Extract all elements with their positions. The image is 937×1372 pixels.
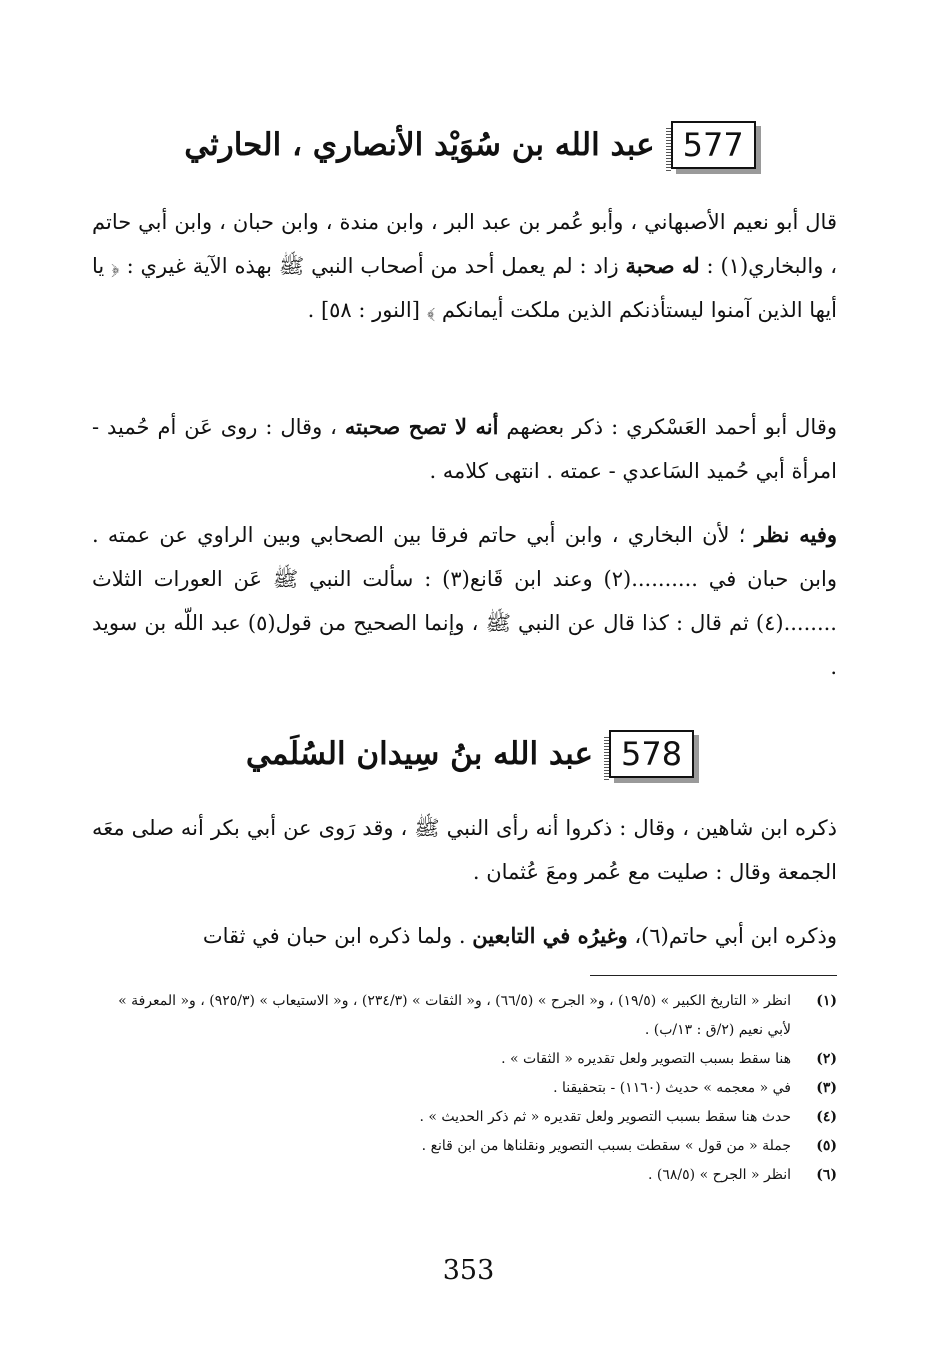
footnote: [92, 1161, 837, 1190]
footnote-text: انظر « الجرح » (٦٨/٥) .: [648, 1167, 791, 1183]
entry-title: عبد الله بنُ سِيدان السُلَمي: [245, 736, 594, 772]
footnote: [92, 1045, 837, 1074]
footnote-text: هنا سقط بسبب التصوير ولعل تقديره « الثقات » .: [501, 1051, 791, 1067]
footnote: [92, 1074, 837, 1103]
emphasis-text: له صحبة: [625, 253, 700, 278]
footnote-text: في « معجمه » حديث (١١٦٠) - بتحقيقنا .: [553, 1080, 791, 1096]
emphasis-text: أنه لا تصح صحبته: [344, 414, 499, 439]
entry-title: عبد الله بن سُوَيْد الأنصاري ، الحارثي: [184, 127, 655, 163]
footnote-number: (٤): [816, 1109, 837, 1125]
emphasis-text: وغيرُه في التابعين: [472, 923, 628, 948]
footnotes: [92, 987, 837, 1190]
footnote-number: (٣): [816, 1080, 837, 1096]
paragraph: وفيه نظر ؛ لأن البخاري ، وابن أبي حاتم فرقا بين الصحابي وبين الراوي عن عمته . وابن حبان في ..........(٢) وعند ابن قَانع(٣) : سألت النبي ﷺ عَن العورات الثلاث ........(٤) ثم قال : كذا قال عن النبي ﷺ ، وإنما الصحيح من قول(٥) عبد اللّه بن سويد .: [92, 522, 837, 679]
paragraph: ذكره ابن شاهين ، وقال : ذكروا أنه رأى النبي ﷺ ، وقد رَوى عن أبي بكر أنه صلى معَه الجمعة وقال : صليت مع عُمر ومعَ عُثمان .: [92, 816, 837, 884]
footnote: [92, 987, 837, 1045]
paragraph: قال أبو نعيم الأصبهاني ، وأبو عُمر بن عبد البر ، وابن مندة ، وابن حبان ، وابن أبي حاتم ، والبخاري(١) : له صحبة زاد : لم يعمل أحد من أصحاب النبي ﷺ بهذه الآية غيري : ﴿ يا أيها الذين آمنوا ليستأذنكم الذين ملكت أيمانكم ﴾ [النور : ٥٨] .: [92, 210, 838, 322]
entry-number-box: 577: [671, 121, 756, 169]
page-number: 353: [442, 1255, 495, 1286]
footnote: [92, 1103, 837, 1132]
entry-number-box: 578: [609, 730, 694, 778]
entry-heading-577: [80, 121, 860, 169]
paragraph: وذكره ابن أبي حاتم(٦)، وغيرُه في التابعين . ولما ذكره ابن حبان في ثقات: [202, 923, 837, 948]
footnote-text: انظر « التاريخ الكبير » (١٩/٥) ، و« الجرح » (٦٦/٥) ، و« الثقات » (٢٣٤/٣) ، و« الاستيعاب » (٩٢٥/٣) ، و« المعرفة » لأبي نعيم (٢/ق : ١٣/ب) .: [118, 993, 791, 1038]
entry-heading-578: [80, 730, 860, 778]
footnote-number: (٢): [816, 1051, 837, 1067]
footnote-number: (١): [816, 993, 837, 1009]
footnote-number: (٦): [816, 1167, 837, 1183]
footnote-text: حدث هنا سقط بسبب التصوير ولعل تقديره « ثم ذكر الحديث » .: [419, 1109, 791, 1125]
footnote: [92, 1132, 837, 1161]
emphasis-text: وفيه نظر: [754, 522, 837, 547]
paragraph: وقال أبو أحمد العَسْكري : ذكر بعضهم أنه لا تصح صحبته ، وقال : روى عَن أم حُميد - امرأة أبي حُميد السَاعدي - عمته . انتهى كلامه .: [92, 414, 837, 483]
footnote-separator: [590, 975, 837, 976]
footnote-text: جملة « من قول » سقطت بسبب التصوير ونقلناها من ابن قانع .: [421, 1138, 791, 1154]
footnote-number: (٥): [816, 1138, 837, 1154]
